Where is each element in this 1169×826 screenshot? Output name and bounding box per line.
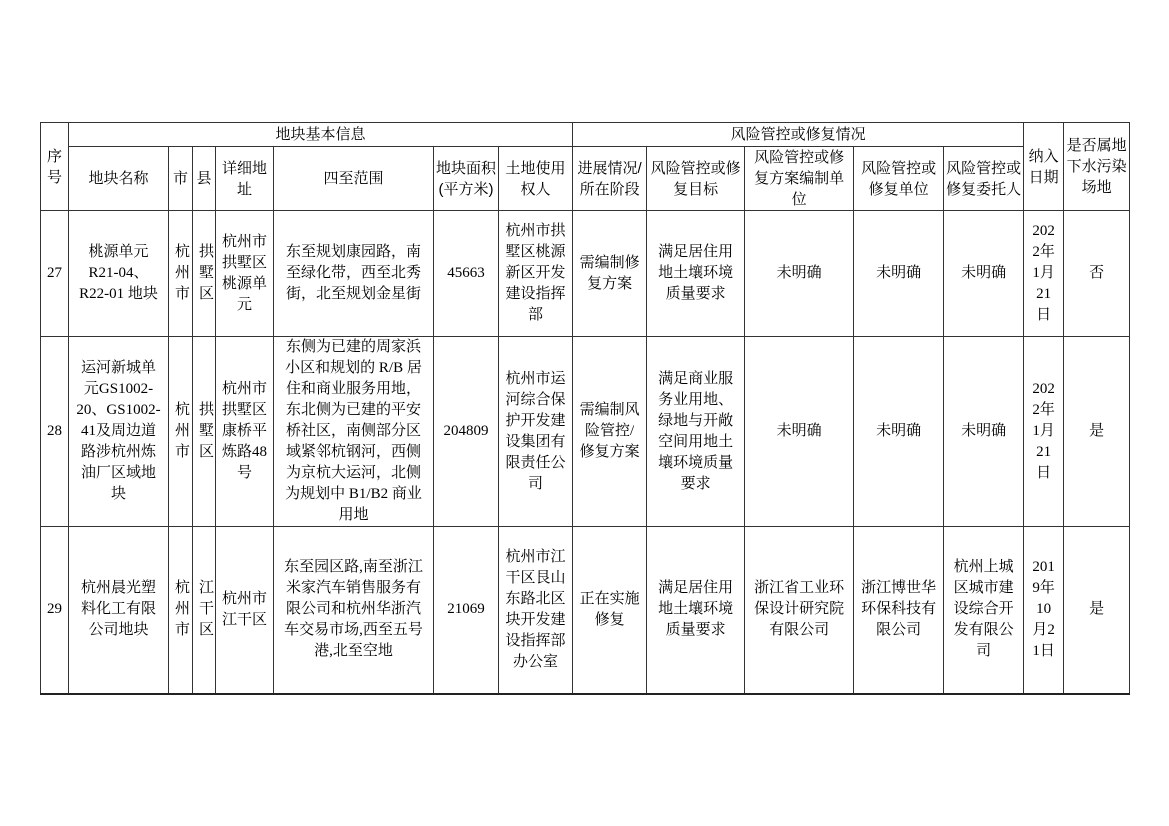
header-city: 市 — [169, 147, 193, 211]
header-boundary: 四至范围 — [274, 147, 434, 211]
header-serial: 序号 — [41, 123, 69, 211]
cell-target: 满足居住用地土壤环境质量要求 — [647, 211, 745, 337]
cell-client: 未明确 — [944, 337, 1024, 527]
cell-groundwater: 否 — [1064, 211, 1130, 337]
cell-city: 杭州市 — [169, 211, 193, 337]
cell-groundwater: 是 — [1064, 337, 1130, 527]
cell-plot-name: 杭州晨光塑料化工有限公司地块 — [69, 527, 169, 694]
table-row-29 — [41, 527, 1130, 694]
cell-land-user: 杭州市拱墅区桃源新区开发建设指挥部 — [499, 211, 573, 337]
header-address: 详细地址 — [216, 147, 274, 211]
header-plan-unit: 风险管控或修复方案编制单位 — [745, 147, 854, 211]
cell-county: 江干区 — [193, 527, 216, 694]
cell-plot-name: 运河新城单元GS1002-20、GS1002-41及周边道路涉杭州炼油厂区域地块 — [69, 337, 169, 527]
header-sub-row — [41, 147, 1130, 211]
cell-area: 21069 — [434, 527, 499, 694]
cell-progress: 需编制修复方案 — [573, 211, 647, 337]
cell-date: 2019年10月21日 — [1024, 527, 1064, 694]
cell-target: 满足商业服务业用地、绿地与开敞空间用地土壤环境质量要求 — [647, 337, 745, 527]
cell-date: 2022年1月21日 — [1024, 211, 1064, 337]
header-plot-name: 地块名称 — [69, 147, 169, 211]
cell-progress: 正在实施修复 — [573, 527, 647, 694]
cell-city: 杭州市 — [169, 527, 193, 694]
header-land-user: 土地使用权人 — [499, 147, 573, 211]
land-parcel-table — [40, 122, 1130, 695]
header-date: 纳入日期 — [1024, 123, 1064, 211]
header-county: 县 — [193, 147, 216, 211]
cell-serial: 27 — [41, 211, 69, 337]
cell-county: 拱墅区 — [193, 211, 216, 337]
header-groundwater: 是否属地下水污染场地 — [1064, 123, 1130, 211]
header-basic-info-group: 地块基本信息 — [69, 123, 573, 147]
cell-land-user: 杭州市运河综合保护开发建设集团有限责任公司 — [499, 337, 573, 527]
cell-address: 杭州市拱墅区桃源单元 — [216, 211, 274, 337]
header-client: 风险管控或修复委托人 — [944, 147, 1024, 211]
cell-land-user: 杭州市江干区艮山东路北区块开发建设指挥部办公室 — [499, 527, 573, 694]
cell-plan-unit: 未明确 — [745, 337, 854, 527]
cell-target: 满足居住用地土壤环境质量要求 — [647, 527, 745, 694]
cell-boundary: 东至规划康园路，南至绿化带，西至北秀街，北至规划金星街 — [274, 211, 434, 337]
cell-repair-unit: 未明确 — [854, 211, 944, 337]
header-progress: 进展情况/所在阶段 — [573, 147, 647, 211]
cell-repair-unit: 未明确 — [854, 337, 944, 527]
header-group-row — [41, 123, 1130, 147]
cell-serial: 28 — [41, 337, 69, 527]
cell-area: 204809 — [434, 337, 499, 527]
cell-address: 杭州市拱墅区康桥平炼路48号 — [216, 337, 274, 527]
cell-boundary: 东侧为已建的周家浜小区和规划的 R/B 居住和商业服务用地，东北侧为已建的平安桥社区，南侧部分区域紧邻杭钢河，西侧为京杭大运河，北侧为规划中 B1/B2 商业用地 — [274, 337, 434, 527]
cell-groundwater: 是 — [1064, 527, 1130, 694]
header-target: 风险管控或修复目标 — [647, 147, 745, 211]
cell-area: 45663 — [434, 211, 499, 337]
cell-county: 拱墅区 — [193, 337, 216, 527]
cell-city: 杭州市 — [169, 337, 193, 527]
cell-address: 杭州市江干区 — [216, 527, 274, 694]
cell-serial: 29 — [41, 527, 69, 694]
cell-plot-name: 桃源单元R21-04、R22-01 地块 — [69, 211, 169, 337]
header-repair-unit: 风险管控或修复单位 — [854, 147, 944, 211]
cell-boundary: 东至园区路,南至浙江米家汽车销售服务有限公司和杭州华浙汽车交易市场,西至五号港,北至空地 — [274, 527, 434, 694]
cell-repair-unit: 浙江博世华环保科技有限公司 — [854, 527, 944, 694]
cell-date: 2022年1月21日 — [1024, 337, 1064, 527]
table-row-28 — [41, 337, 1130, 527]
cell-plan-unit: 浙江省工业环保设计研究院有限公司 — [745, 527, 854, 694]
cell-progress: 需编制风险管控/修复方案 — [573, 337, 647, 527]
cell-plan-unit: 未明确 — [745, 211, 854, 337]
header-area: 地块面积(平方米) — [434, 147, 499, 211]
cell-client: 未明确 — [944, 211, 1024, 337]
cell-client: 杭州上城区城市建设综合开发有限公司 — [944, 527, 1024, 694]
table-row-27 — [41, 211, 1130, 337]
header-risk-group: 风险管控或修复情况 — [573, 123, 1024, 147]
